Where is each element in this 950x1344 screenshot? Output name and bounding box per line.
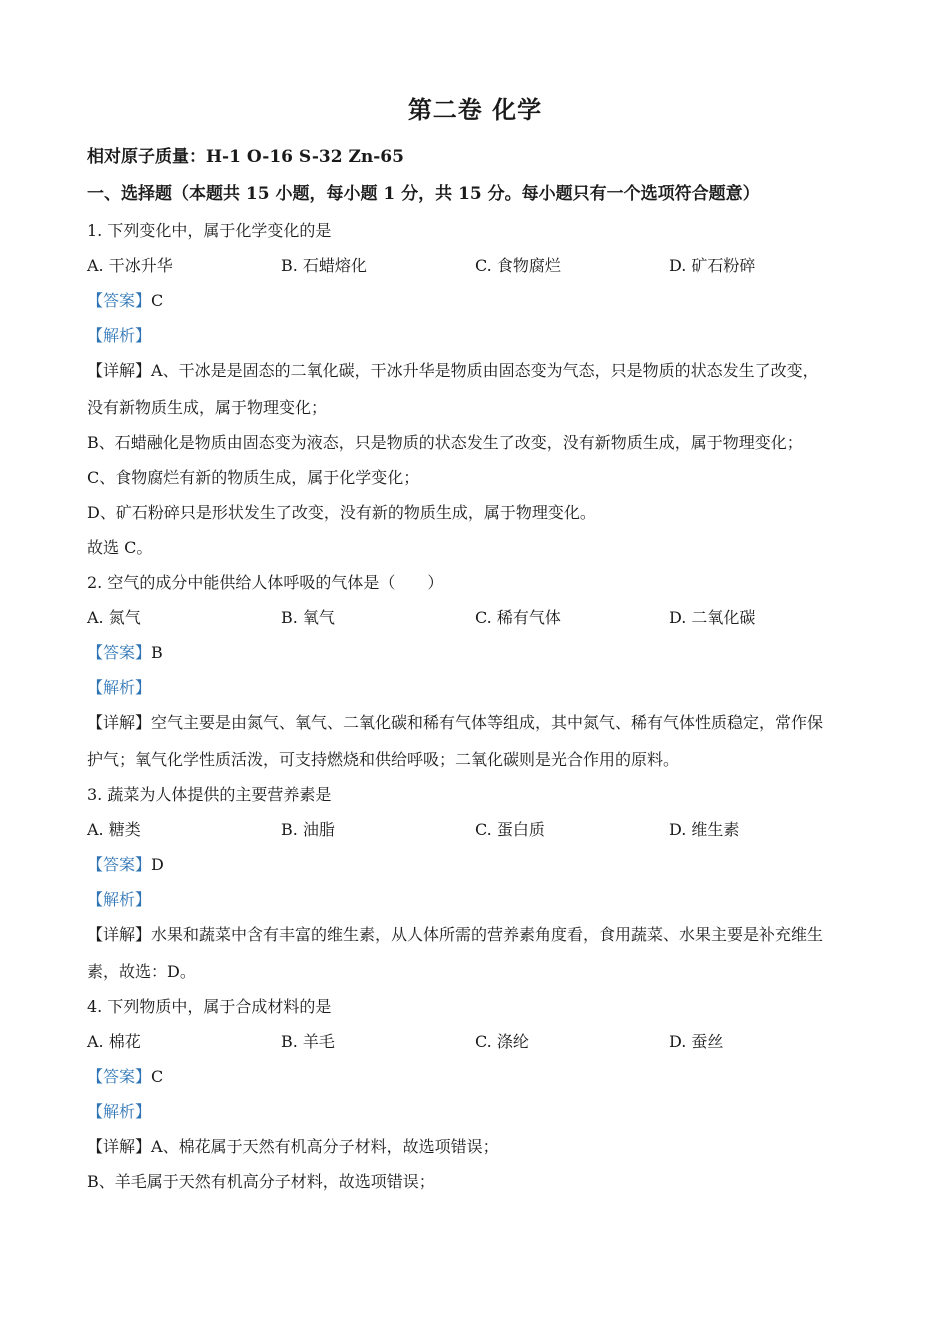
detail-label: 【详解】	[87, 925, 152, 944]
question-4-detail-2: B、羊毛属于天然有机高分子材料，故选项错误；	[87, 1172, 435, 1191]
page-title: 第二卷 化学	[407, 95, 543, 124]
question-3-option-d: D. 维生素	[669, 820, 740, 839]
question-4-option-c: C. 涤纶	[475, 1032, 529, 1051]
question-3-answer	[87, 854, 164, 876]
question-2-option-a: A. 氮气	[87, 608, 141, 627]
question-2-analysis-label: 【解析】	[87, 678, 152, 697]
question-1-analysis-label: 【解析】	[87, 326, 152, 345]
answer-label: 【答案】	[87, 855, 152, 874]
section-header: 一、选择题（本题共 15 小题，每小题 1 分，共 15 分。每小题只有一个选项符合题意）	[87, 184, 760, 204]
answer-value: B	[151, 643, 163, 662]
question-3-detail-2: 素，故选：D。	[87, 962, 196, 981]
question-4-analysis-label: 【解析】	[87, 1102, 152, 1121]
question-3-detail-1	[87, 924, 823, 946]
answer-value: C	[151, 291, 164, 310]
answer-value: D	[151, 855, 164, 874]
question-4-option-b: B. 羊毛	[281, 1032, 335, 1051]
question-4-option-d: D. 蚕丝	[669, 1032, 724, 1051]
question-4-answer	[87, 1066, 163, 1088]
question-3-analysis-label: 【解析】	[87, 890, 152, 909]
question-2-option-d: D. 二氧化碳	[669, 608, 756, 627]
question-3-stem: 3. 蔬菜为人体提供的主要营养素是	[87, 785, 332, 804]
question-1-detail-4: C、食物腐烂有新的物质生成，属于化学变化；	[87, 468, 420, 487]
question-1-answer	[87, 290, 163, 312]
answer-label: 【答案】	[87, 643, 152, 662]
question-1-detail-3: B、石蜡融化是物质由固态变为液态，只是物质的状态发生了改变，没有新物质生成，属于物理变化；	[87, 433, 803, 452]
question-1-option-a: A. 干冰升华	[87, 256, 173, 275]
detail-text: 水果和蔬菜中含有丰富的维生素，从人体所需的营养素角度看，食用蔬菜、水果主要是补充维生	[151, 925, 824, 944]
detail-text: 空气主要是由氮气、氧气、二氧化碳和稀有气体等组成，其中氮气、稀有气体性质稳定，常作保	[151, 713, 824, 732]
detail-label: 【详解】	[87, 1137, 152, 1156]
detail-label: 【详解】	[87, 713, 152, 732]
question-1-option-c: C. 食物腐烂	[475, 256, 561, 275]
question-1-detail-2: 没有新物质生成，属于物理变化；	[87, 398, 328, 417]
question-2-answer	[87, 642, 163, 664]
question-2-option-c: C. 稀有气体	[475, 608, 561, 627]
question-3-option-b: B. 油脂	[281, 820, 335, 839]
answer-label: 【答案】	[87, 291, 152, 310]
question-4-detail-1	[87, 1136, 499, 1158]
question-1-detail-1	[87, 360, 819, 382]
question-3-option-a: A. 糖类	[87, 820, 141, 839]
question-1-detail-5: D、矿石粉碎只是形状发生了改变，没有新的物质生成，属于物理变化。	[87, 503, 596, 522]
atomic-mass-line: 相对原子质量：H-1 O-16 S-32 Zn-65	[87, 147, 404, 167]
answer-value: C	[151, 1067, 164, 1086]
question-1-detail-6: 故选 C。	[87, 538, 153, 557]
question-2-detail-1	[87, 712, 823, 734]
question-1-stem: 1. 下列变化中，属于化学变化的是	[87, 221, 332, 240]
question-3-option-c: C. 蛋白质	[475, 820, 545, 839]
question-1-option-b: B. 石蜡熔化	[281, 256, 367, 275]
detail-text: A、干冰是是固态的二氧化碳，干冰升华是物质由固态变为气态，只是物质的状态发生了改变，	[151, 361, 819, 380]
answer-label: 【答案】	[87, 1067, 152, 1086]
question-2-stem: 2. 空气的成分中能供给人体呼吸的气体是（ ）	[87, 573, 444, 592]
question-2-option-b: B. 氧气	[281, 608, 335, 627]
question-4-stem: 4. 下列物质中，属于合成材料的是	[87, 997, 332, 1016]
detail-label: 【详解】	[87, 361, 152, 380]
question-1-option-d: D. 矿石粉碎	[669, 256, 756, 275]
question-4-option-a: A. 棉花	[87, 1032, 141, 1051]
detail-text: A、棉花属于天然有机高分子材料，故选项错误；	[151, 1137, 499, 1156]
question-2-detail-2: 护气；氧气化学性质活泼，可支持燃烧和供给呼吸；二氧化碳则是光合作用的原料。	[87, 750, 680, 769]
